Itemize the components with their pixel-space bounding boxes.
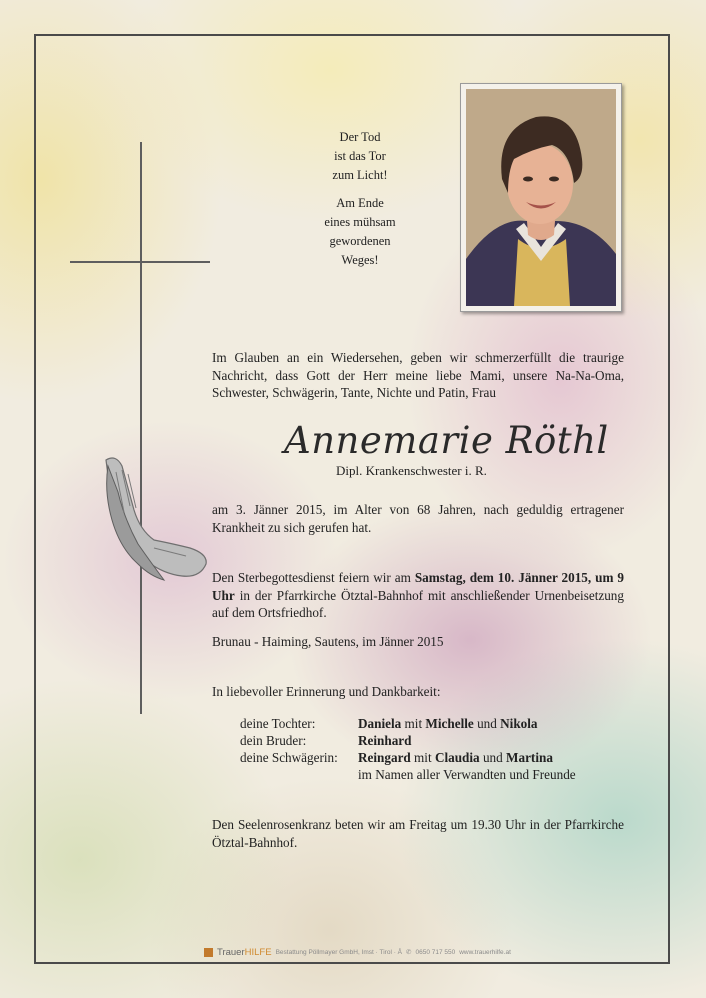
brother-name [358, 733, 412, 749]
family-name: Michelle [425, 716, 474, 731]
portrait-photo [466, 89, 616, 306]
poem [290, 128, 430, 270]
brand-name-highlight: HILFE [244, 946, 272, 958]
footer-website-link[interactable]: www.trauerhilfe.at [459, 948, 511, 956]
deceased-title: Dipl. Krankenschwester i. R. [336, 463, 487, 478]
phone-icon: ✆ [406, 949, 412, 956]
brother-label: dein Bruder: [240, 733, 307, 748]
poem-line: zum Licht! [332, 168, 388, 182]
poem-line: Am Ende [336, 196, 384, 210]
praying-hands-image [94, 452, 214, 584]
brand-logo-icon [204, 948, 213, 957]
rosary-paragraph: Den Seelenrosenkranz beten wir am Freitag um 19.30 Uhr in der Pfarrkirche Ötztal-Bahnhof. [212, 817, 624, 850]
poem-line: eines mühsam [324, 215, 396, 229]
sisters-in-law-names [358, 750, 553, 766]
brand-name [217, 947, 272, 958]
poem-stanza-2 [290, 194, 430, 270]
family-connector: mit [401, 716, 426, 731]
remembrance-line: In liebevoller Erinnerung und Dankbarkeit: [212, 684, 441, 699]
service-datetime: Samstag, dem 10. Jänner 2015, um 9 Uhr [212, 570, 624, 603]
family-name: Martina [506, 750, 553, 765]
place-date: Brunau - Haiming, Sautens, im Jänner 2015 [212, 634, 444, 649]
portrait-image [466, 89, 616, 306]
family-name: Reinhard [358, 733, 412, 748]
cross-horizontal-bar [70, 261, 210, 263]
poem-line: Der Tod [339, 130, 381, 144]
deceased-name: Annemarie Röthl [284, 419, 609, 462]
family-name: Claudia [434, 750, 480, 765]
poem-stanza-1 [290, 128, 430, 185]
brand-name-part: Trauer [217, 946, 245, 958]
family-name: Reingard [358, 750, 411, 765]
sisters-in-law-label: deine Schwägerin: [240, 750, 338, 765]
relatives-line: im Namen aller Verwandten und Freunde [358, 767, 576, 782]
family-name: Daniela [358, 716, 402, 731]
footer [204, 945, 511, 959]
service-paragraph [212, 569, 624, 622]
footer-phone: 0650 717 550 [415, 948, 456, 956]
family-connector: mit [410, 750, 435, 765]
death-paragraph: am 3. Jänner 2015, im Alter von 68 Jahren, nach geduldig ertragener Krankheit zu sich gerufen hat. [212, 502, 624, 535]
poem-line: Weges! [341, 253, 379, 267]
family-connector: und [479, 750, 507, 765]
cross-vertical-bar [140, 142, 142, 714]
poem-line: ist das Tor [334, 149, 386, 163]
praying-hands-icon [94, 452, 214, 584]
daughter-names [358, 716, 538, 732]
portrait-photo-frame [460, 83, 622, 312]
daughter-label: deine Tochter: [240, 716, 316, 731]
poem-line: gewordenen [329, 234, 391, 248]
service-text: in der Pfarrkirche Ötztal-Bahnhof mit anschließender Urnenbeisetzung auf dem Ortsfriedhof. [212, 587, 624, 620]
intro-paragraph: Im Glauben an ein Wiedersehen, geben wir schmerzerfüllt die traurige Nachricht, dass Gott der Herr meine liebe Mami, unsere Na-Na-Oma, Schwester, Schwägerin, Tante, Nichte und Patin, Frau [212, 350, 624, 400]
footer-company-info: Bestattung Pöllmayer GmbH, Imst · Tirol · Å [275, 948, 403, 956]
family-connector: und [473, 716, 501, 731]
family-name: Nikola [500, 716, 538, 731]
service-text: Den Sterbegottesdienst feiern wir am [212, 570, 415, 585]
